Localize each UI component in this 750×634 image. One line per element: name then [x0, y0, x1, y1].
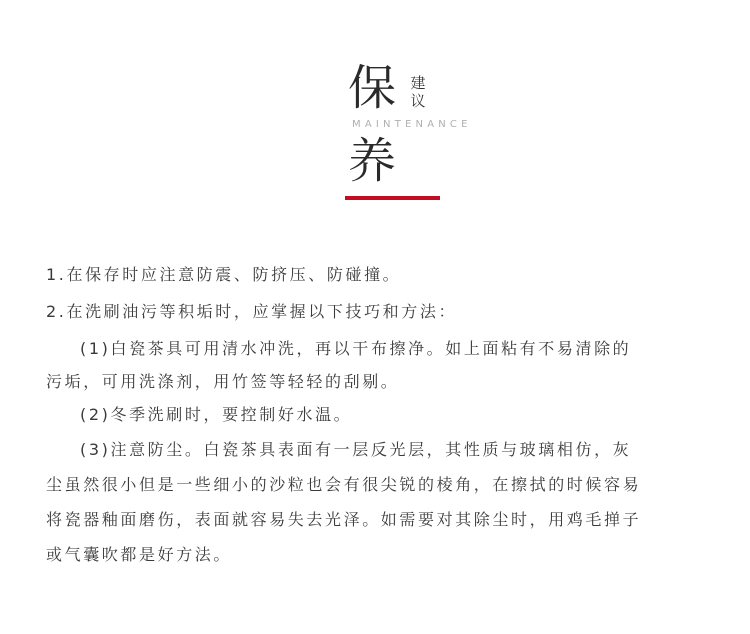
instruction-line-2: 2.在洗刷油污等积垢时，应掌握以下技巧和方法： [46, 302, 458, 321]
english-subtitle: MAINTENANCE [352, 119, 472, 130]
accent-bar [345, 196, 440, 200]
instruction-line-1: 1.在保存时应注意防震、防挤压、防碰撞。 [46, 265, 402, 284]
subtitle-char: 议 [410, 92, 426, 110]
instruction-line-8: 将瓷器釉面磨伤，表面就容易失去光泽。如需要对其除尘时，用鸡毛掸子 [46, 510, 642, 529]
title-char-yang: 养 [348, 133, 397, 189]
instruction-line-6: (3)注意防尘。白瓷茶具表面有一层反光层，其性质与玻璃相仿，灰 [80, 440, 632, 459]
instruction-line-5: (2)冬季洗刷时，要控制好水温。 [80, 405, 353, 424]
instruction-line-9: 或气囊吹都是好方法。 [46, 545, 233, 564]
instruction-line-7: 尘虽然很小但是一些细小的沙粒也会有很尖锐的棱角，在擦拭的时候容易 [46, 475, 642, 494]
title-char-bao: 保 [348, 60, 397, 116]
subtitle-jianyi [408, 74, 428, 110]
instruction-line-3: (1)白瓷茶具可用清水冲洗，再以干布擦净。如上面粘有不易清除的 [80, 339, 632, 358]
section-header [0, 0, 750, 210]
instruction-line-4: 污垢，可用洗涤剂，用竹签等轻轻的刮剔。 [46, 372, 400, 391]
subtitle-char: 建 [410, 74, 426, 92]
